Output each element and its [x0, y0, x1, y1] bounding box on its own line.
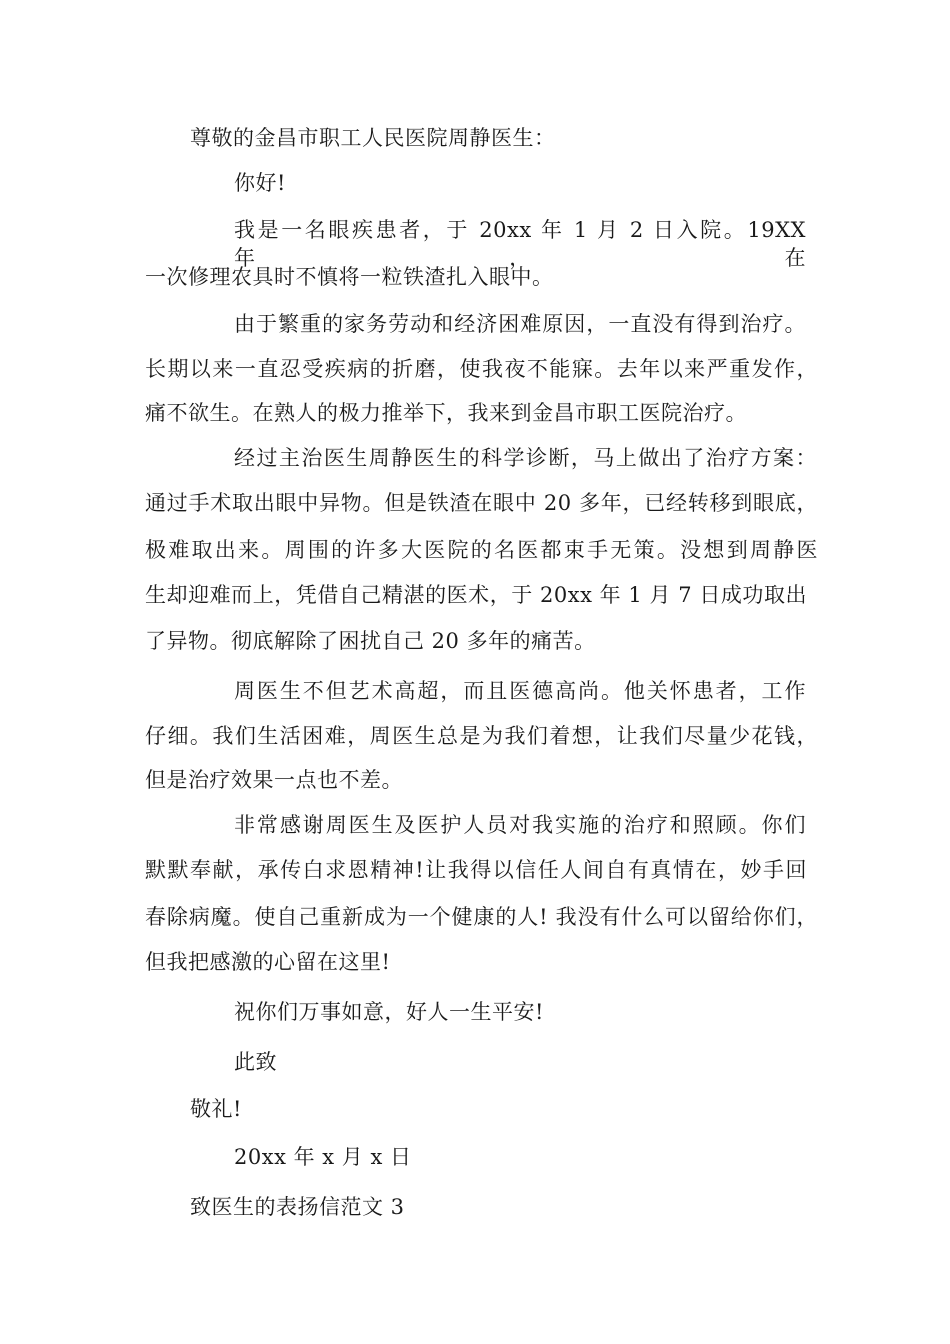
paragraph-line: 周医生不但艺术高超，而且医德高尚。他关怀患者，工作 — [234, 679, 806, 703]
paragraph-line: 生却迎难而上，凭借自己精湛的医术，于 20xx 年 1 月 7 日成功取出 — [145, 583, 807, 607]
paragraph-line: 经过主治医生周静医生的科学诊断，马上做出了治疗方案： — [234, 446, 817, 470]
next-section-title: 致医生的表扬信范文 3 — [190, 1195, 405, 1219]
wishes: 祝你们万事如意，好人一生平安! — [234, 1000, 544, 1024]
paragraph-line: 痛不欲生。在熟人的极力推举下，我来到金昌市职工医院治疗。 — [145, 401, 747, 425]
paragraph-line: 但是治疗效果一点也不差。 — [145, 768, 403, 792]
paragraph-line: 默默奉献，承传白求恩精神!让我得以信任人间自有真情在，妙手回 — [145, 858, 807, 882]
salutation: 尊敬的金昌市职工人民医院周静医生： — [190, 126, 556, 150]
paragraph-line: 长期以来一直忍受疾病的折磨，使我夜不能寐。去年以来严重发作， — [145, 357, 818, 381]
letter-date: 20xx 年 x 月 x 日 — [234, 1145, 412, 1169]
paragraph-line: 通过手术取出眼中异物。但是铁渣在眼中 20 多年，已经转移到眼底， — [145, 491, 818, 515]
paragraph-line: 非常感谢周医生及医护人员对我实施的治疗和照顾。你们 — [234, 813, 806, 837]
paragraph-line: 一次修理农具时不慎将一粒铁渣扎入眼中。 — [145, 265, 554, 289]
paragraph-line: 我是一名眼疾患者，于 20xx 年 1 月 2 日入院。19XX 年，在 — [234, 218, 806, 270]
greeting: 你好! — [234, 171, 286, 195]
paragraph-line: 但我把感激的心留在这里! — [145, 950, 391, 974]
closing-ci-zhi: 此致 — [234, 1050, 277, 1074]
paragraph-line: 仔细。我们生活困难，周医生总是为我们着想，让我们尽量少花钱， — [145, 724, 818, 748]
paragraph-line: 了异物。彻底解除了困扰自己 20 多年的痛苦。 — [145, 629, 596, 653]
paragraph-line: 由于繁重的家务劳动和经济困难原因，一直没有得到治疗。 — [234, 312, 806, 336]
paragraph-line: 极难取出来。周围的许多大医院的名医都束手无策。没想到周静医 — [145, 538, 818, 562]
closing-jing-li: 敬礼! — [190, 1097, 242, 1121]
paragraph-line: 春除病魔。使自己重新成为一个健康的人! 我没有什么可以留给你们， — [145, 905, 818, 929]
